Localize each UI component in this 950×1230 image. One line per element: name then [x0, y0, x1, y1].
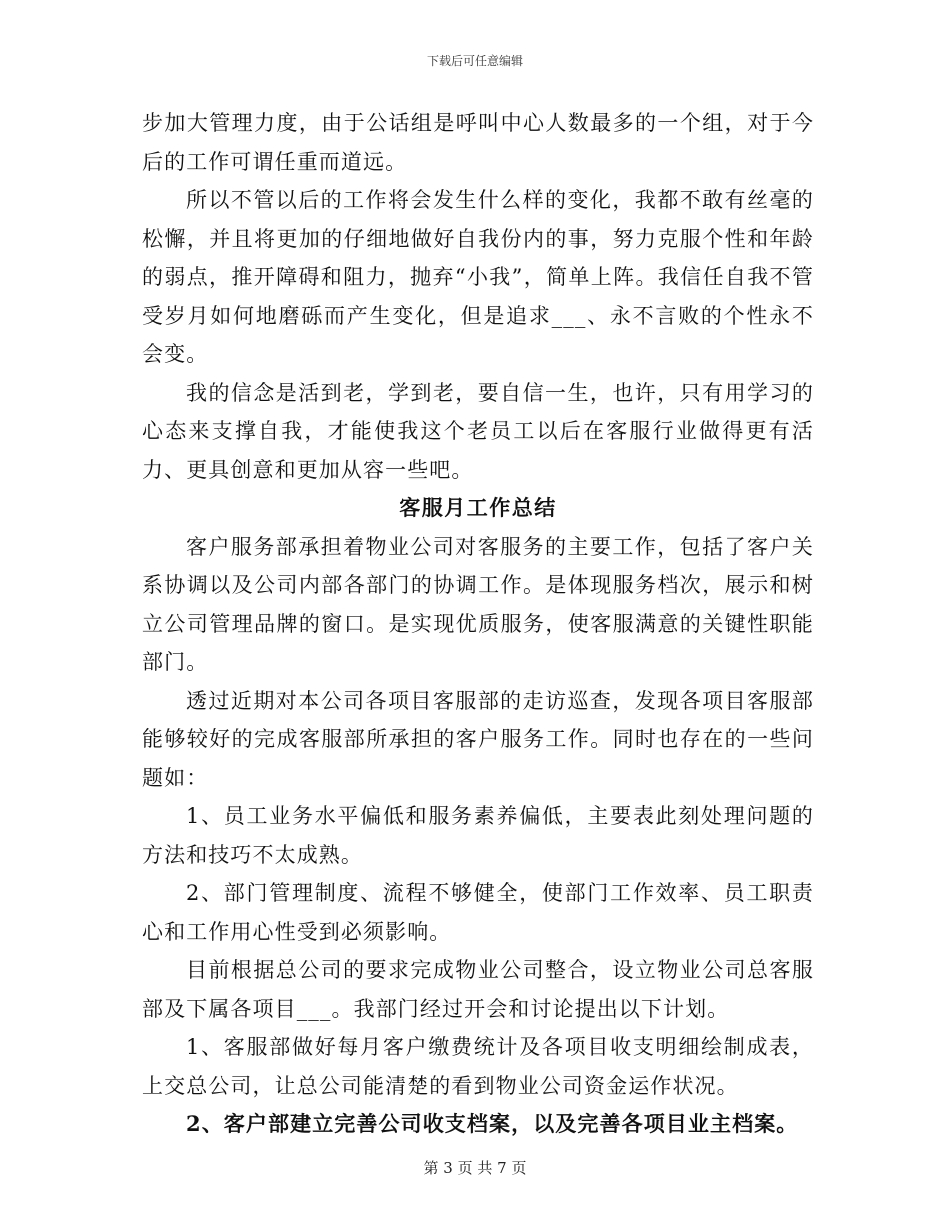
paragraph: 透过近期对本公司各项目客服部的走访巡查，发现各项目客服部能够较好的完成客服部所承担的客户服务工作。同时也存在的一些问题如： [142, 688, 814, 790]
list-item: 1、员工业务水平偏低和服务素养偏低，主要表此刻处理问题的方法和技巧不太成熟。 [142, 804, 814, 867]
paragraph: 目前根据总公司的要求完成物业公司整合，设立物业公司总客服部及下属各项目___。我部门经过开会和讨论提出以下计划。 [142, 958, 814, 1021]
page-header: 下载后可任意编辑 [426, 54, 523, 68]
page-footer: 第 3 页 共 7 页 [423, 1159, 527, 1177]
list-item: 1、客服部做好每月客户缴费统计及各项目收支明细绘制成表，上交总公司，让总公司能清楚的看到物业公司资金运作状况。 [142, 1035, 814, 1098]
section-title: 客服月工作总结 [399, 495, 557, 520]
paragraph: 所以不管以后的工作将会发生什么样的变化，我都不敢有丝毫的松懈，并且将更加的仔细地做好自我份内的事，努力克服个性和年龄的弱点，推开障碍和阻力，抛弃“小我”，简单上阵。我信任自我不管受岁月如何地磨砾而产生变化，但是追求___、永不言败的个性永不会变。 [142, 188, 814, 366]
paragraph: 客户服务部承担着物业公司对客服务的主要工作，包括了客户关系协调以及公司内部各部门的协调工作。是体现服务档次，展示和树立公司管理品牌的窗口。是实现优质服务，使客服满意的关键性职能部门。 [142, 534, 814, 674]
paragraph: 我的信念是活到老，学到老，要自信一生，也许，只有用学习的心态来支撑自我，才能使我这个老员工以后在客服行业做得更有活力、更具创意和更加从容一些吧。 [142, 380, 814, 482]
bold-list-item: 2、客户部建立完善公司收支档案，以及完善各项目业主档案。 [186, 1111, 799, 1136]
paragraph-continuation: 步加大管理力度，由于公话组是呼叫中心人数最多的一个组，对于今后的工作可谓任重而道远。 [142, 111, 814, 174]
list-item: 2、部门管理制度、流程不够健全，使部门工作效率、员工职责心和工作用心性受到必须影响。 [142, 881, 814, 944]
document-body [142, 104, 814, 1144]
